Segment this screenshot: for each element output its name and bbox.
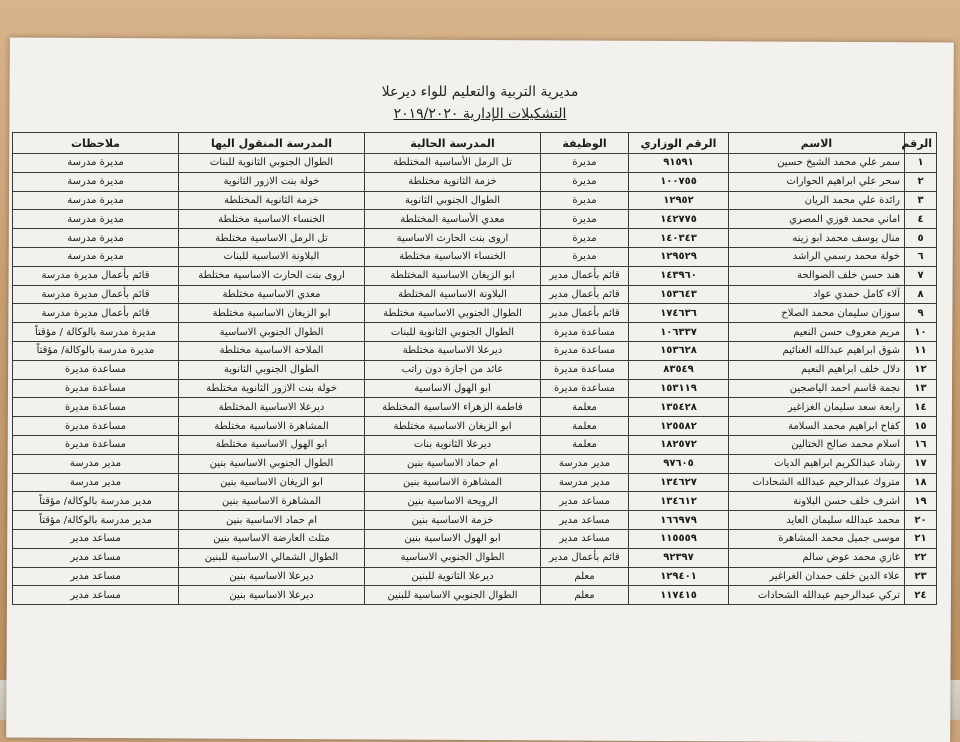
staff-name-cell: اماني محمد فوزي المصري	[729, 210, 905, 229]
table-row	[13, 567, 937, 586]
target-school-cell: خولة بنت الازور الثانوية	[179, 172, 365, 191]
ministry-id-cell: ١٣٤٦٢٧	[629, 473, 729, 492]
job-title-cell: معلمة	[541, 398, 629, 417]
ministry-id-cell: ١٤٢٧٧٥	[629, 210, 729, 229]
ministry-id-cell: ١٠٠٧٥٥	[629, 172, 729, 191]
staff-name-cell: رشاد عبدالكريم ابراهيم الديات	[729, 454, 905, 473]
notes-cell: مساعد مدير	[13, 529, 179, 548]
notes-cell: مدير مدرسة بالوكالة/ مؤقتاً	[13, 492, 179, 511]
table-row	[13, 210, 937, 229]
document-title: مديرية التربية والتعليم للواء ديرعلا	[381, 84, 579, 100]
row-number-cell: ٢٤	[905, 586, 937, 605]
row-number-cell: ١٦	[905, 435, 937, 454]
notes-cell: مديرة مدرسة بالوكالة / مؤقتاً	[13, 323, 179, 342]
table-row	[13, 304, 937, 323]
staff-name-cell: منال يوسف محمد ابو زينه	[729, 229, 905, 248]
row-number-cell: ٥	[905, 229, 937, 248]
target-school-cell: ابو الزيغان الاساسية بنين	[179, 473, 365, 492]
target-school-cell: معدي الاساسية مختلطة	[179, 285, 365, 304]
current-school-cell: الطوال الجنوبي الاساسية للبنين	[365, 586, 541, 605]
current-school-cell: فاطمة الزهراء الاساسية المختلطة	[365, 398, 541, 417]
table-row	[13, 154, 937, 173]
job-title-cell: معلم	[541, 567, 629, 586]
current-school-cell: ابو الزيغان الاساسية مختلطة	[365, 417, 541, 436]
row-number-cell: ٨	[905, 285, 937, 304]
job-title-cell: مساعدة مديرة	[541, 360, 629, 379]
row-number-cell: ٤	[905, 210, 937, 229]
table-row	[13, 172, 937, 191]
ministry-id-cell: ٨٣٥٤٩	[629, 360, 729, 379]
target-school-cell: ديرعلا الاساسية بنين	[179, 567, 365, 586]
current-school-cell: ابو الهول الاساسية بنين	[365, 529, 541, 548]
target-school-cell: ديرعلا الاساسية بنين	[179, 586, 365, 605]
target-school-cell: مثلث العارضة الاساسية بنين	[179, 529, 365, 548]
current-school-cell: اروى بنت الحارث الاساسية	[365, 229, 541, 248]
target-school-cell: ام حماد الاساسية بنين	[179, 511, 365, 530]
staff-name-cell: سمر علي محمد الشيخ حسين	[729, 154, 905, 173]
table-row	[13, 341, 937, 360]
ministry-id-cell: ١٣٥٤٢٨	[629, 398, 729, 417]
row-number-cell: ٢٠	[905, 511, 937, 530]
job-title-cell: قائم بأعمال مدير	[541, 304, 629, 323]
staff-transfers-table	[12, 132, 937, 605]
row-number-cell: ١٤	[905, 398, 937, 417]
staff-name-cell: مريم معروف حسن النعيم	[729, 323, 905, 342]
table-row	[13, 473, 937, 492]
staff-name-cell: متروك عبدالرحيم عبدالله الشحادات	[729, 473, 905, 492]
table-row	[13, 529, 937, 548]
job-title-cell: مساعدة مديرة	[541, 341, 629, 360]
staff-name-cell: نجمة قاسم احمد الياصجين	[729, 379, 905, 398]
current-school-cell: ديرعلا الثانوية بنات	[365, 435, 541, 454]
header-current-school: المدرسة الحالية	[365, 133, 541, 154]
ministry-id-cell: ٩١٥٩١	[629, 154, 729, 173]
table-row	[13, 492, 937, 511]
notes-cell: قائم بأعمال مديرة مدرسة	[13, 304, 179, 323]
ministry-id-cell: ١٢٩٥٢٩	[629, 247, 729, 266]
current-school-cell: ديرعلا الاساسية مختلطة	[365, 341, 541, 360]
staff-name-cell: علاء الدين خلف حمدان الغراغير	[729, 567, 905, 586]
table-row	[13, 548, 937, 567]
current-school-cell: ام حماد الاساسية بنين	[365, 454, 541, 473]
target-school-cell: ابو الزيغان الاساسية مختلطة	[179, 304, 365, 323]
row-number-cell: ١٣	[905, 379, 937, 398]
notes-cell: مدير مدرسة	[13, 454, 179, 473]
staff-name-cell: خولة محمد رسمي الراشد	[729, 247, 905, 266]
target-school-cell: البلاونة الاساسية للبنات	[179, 247, 365, 266]
current-school-cell: عائد من اجازة دون راتب	[365, 360, 541, 379]
job-title-cell: مديرة	[541, 191, 629, 210]
target-school-cell: اروى بنت الحارث الاساسية مختلطة	[179, 266, 365, 285]
ministry-id-cell: ١٤٣٩٦٠	[629, 266, 729, 285]
staff-name-cell: تركي عبدالرحيم عبدالله الشحادات	[729, 586, 905, 605]
staff-name-cell: هند حسن خلف الصوالحة	[729, 266, 905, 285]
current-school-cell: تل الرمل الأساسية المختلطة	[365, 154, 541, 173]
header-number: الرقم	[905, 133, 937, 154]
staff-name-cell: رائدة علي محمد الريان	[729, 191, 905, 210]
target-school-cell: ابو الهول الاساسية مختلطة	[179, 435, 365, 454]
table-row	[13, 379, 937, 398]
job-title-cell: معلم	[541, 586, 629, 605]
table-header-row	[13, 133, 937, 154]
table-row	[13, 435, 937, 454]
notes-cell: مديرة مدرسة	[13, 247, 179, 266]
staff-name-cell: سحر علي ابراهيم الحوارات	[729, 172, 905, 191]
target-school-cell: الملاحة الاساسية مختلطة	[179, 341, 365, 360]
header-job: الوظيفة	[541, 133, 629, 154]
staff-name-cell: دلال خلف ابراهيم النعيم	[729, 360, 905, 379]
row-number-cell: ٢١	[905, 529, 937, 548]
ministry-id-cell: ١٣٤٦١٢	[629, 492, 729, 511]
table-row	[13, 511, 937, 530]
target-school-cell: المشاهرة الاساسية بنين	[179, 492, 365, 511]
row-number-cell: ١٥	[905, 417, 937, 436]
ministry-id-cell: ١٢٩٤٠١	[629, 567, 729, 586]
target-school-cell: الطوال الجنوبي الثانوية	[179, 360, 365, 379]
target-school-cell: الطوال الجنوبي الاساسية	[179, 323, 365, 342]
job-title-cell: مديرة	[541, 172, 629, 191]
notes-cell: مساعدة مديرة	[13, 398, 179, 417]
current-school-cell: الرويحة الاساسية بنين	[365, 492, 541, 511]
job-title-cell: قائم بأعمال مدير	[541, 266, 629, 285]
notes-cell: مدير مدرسة بالوكالة/ مؤقتاً	[13, 511, 179, 530]
current-school-cell: الطوال الجنوبي الثانوية للبنات	[365, 323, 541, 342]
notes-cell: مديرة مدرسة بالوكالة/ مؤقتاً	[13, 341, 179, 360]
row-number-cell: ٧	[905, 266, 937, 285]
ministry-id-cell: ١٧٤٦٣٦	[629, 304, 729, 323]
document-subtitle	[0, 106, 960, 122]
notes-cell: مدير مدرسة	[13, 473, 179, 492]
notes-cell: مديرة مدرسة	[13, 154, 179, 173]
ministry-id-cell: ٩٢٣٩٧	[629, 548, 729, 567]
job-title-cell: مديرة	[541, 154, 629, 173]
target-school-cell: خزمة الثانوية المختلطة	[179, 191, 365, 210]
notes-cell: مساعدة مديرة	[13, 435, 179, 454]
row-number-cell: ١١	[905, 341, 937, 360]
notes-cell: مساعدة مديرة	[13, 379, 179, 398]
staff-name-cell: اسلام محمد صالح الختالين	[729, 435, 905, 454]
table-row	[13, 229, 937, 248]
header-ministry-id: الرقم الوزاري	[629, 133, 729, 154]
ministry-id-cell: ١٤٠٣٤٣	[629, 229, 729, 248]
staff-name-cell: اشرف خلف حسن البلاونة	[729, 492, 905, 511]
notes-cell: مساعد مدير	[13, 567, 179, 586]
header-target-school: المدرسة المنقول اليها	[179, 133, 365, 154]
row-number-cell: ١٢	[905, 360, 937, 379]
table-row	[13, 285, 937, 304]
job-title-cell: معلمة	[541, 435, 629, 454]
notes-cell: مساعد مدير	[13, 548, 179, 567]
ministry-id-cell: ١١٧٤١٥	[629, 586, 729, 605]
current-school-cell: معدي الأساسية المختلطة	[365, 210, 541, 229]
table-row	[13, 360, 937, 379]
staff-name-cell: غازي محمد عوض سالم	[729, 548, 905, 567]
notes-cell: مديرة مدرسة	[13, 210, 179, 229]
ministry-id-cell: ١٢٩٥٢	[629, 191, 729, 210]
job-title-cell: قائم بأعمال مدير	[541, 548, 629, 567]
row-number-cell: ٢٣	[905, 567, 937, 586]
document-subtitle-text: التشكيلات الإدارية ٢٠١٩/٢٠٢٠	[393, 106, 567, 122]
ministry-id-cell: ١٠٦٣٣٧	[629, 323, 729, 342]
header-notes: ملاحظات	[13, 133, 179, 154]
row-number-cell: ٢٢	[905, 548, 937, 567]
ministry-id-cell: ١٥٣٦٤٣	[629, 285, 729, 304]
notes-cell: مديرة مدرسة	[13, 229, 179, 248]
table-body	[13, 154, 937, 605]
current-school-cell: ديرعلا الثانوية للبنين	[365, 567, 541, 586]
row-number-cell: ٦	[905, 247, 937, 266]
ministry-id-cell: ١١٥٥٥٩	[629, 529, 729, 548]
row-number-cell: ٩	[905, 304, 937, 323]
job-title-cell: مديرة	[541, 229, 629, 248]
target-school-cell: ديرعلا الاساسية المختلطة	[179, 398, 365, 417]
row-number-cell: ١٨	[905, 473, 937, 492]
table-row	[13, 417, 937, 436]
staff-name-cell: موسى جميل محمد المشاهرة	[729, 529, 905, 548]
job-title-cell: مساعدة مديرة	[541, 323, 629, 342]
notes-cell: قائم بأعمال مديرة مدرسة	[13, 266, 179, 285]
table-row	[13, 247, 937, 266]
target-school-cell: الطوال الشمالي الاساسية للبنين	[179, 548, 365, 567]
notes-cell: مساعدة مديرة	[13, 360, 179, 379]
table-row	[13, 323, 937, 342]
notes-cell: مديرة مدرسة	[13, 172, 179, 191]
job-title-cell: مساعد مدير	[541, 529, 629, 548]
row-number-cell: ١٠	[905, 323, 937, 342]
table-row	[13, 191, 937, 210]
ministry-id-cell: ١٨٢٥٧٢	[629, 435, 729, 454]
ministry-id-cell: ٩٧٦٠٥	[629, 454, 729, 473]
notes-cell: مساعدة مديرة	[13, 417, 179, 436]
notes-cell: مديرة مدرسة	[13, 191, 179, 210]
job-title-cell: مساعدة مديرة	[541, 379, 629, 398]
row-number-cell: ١	[905, 154, 937, 173]
current-school-cell: ابو الزيغان الاساسية المختلطة	[365, 266, 541, 285]
ministry-id-cell: ١٢٥٥٨٢	[629, 417, 729, 436]
job-title-cell: مديرة	[541, 210, 629, 229]
staff-name-cell: آلاء كامل حمدي عواد	[729, 285, 905, 304]
table-row	[13, 266, 937, 285]
row-number-cell: ٢	[905, 172, 937, 191]
job-title-cell: مساعد مدير	[541, 492, 629, 511]
staff-name-cell: محمد عبدالله سليمان العايد	[729, 511, 905, 530]
table-row	[13, 454, 937, 473]
target-school-cell: الطوال الجنوبي الثانوية للبنات	[179, 154, 365, 173]
staff-name-cell: كفاح ابراهيم محمد السلامة	[729, 417, 905, 436]
target-school-cell: تل الرمل الاساسية مختلطة	[179, 229, 365, 248]
current-school-cell: خزمة الاساسية بنين	[365, 511, 541, 530]
current-school-cell: الطوال الجنوبي الثانوية	[365, 191, 541, 210]
current-school-cell: البلاونة الاساسية المختلطة	[365, 285, 541, 304]
notes-cell: قائم بأعمال مديرة مدرسة	[13, 285, 179, 304]
header-name: الاسم	[729, 133, 905, 154]
current-school-cell: المشاهرة الاساسية بنين	[365, 473, 541, 492]
table-row	[13, 398, 937, 417]
staff-name-cell: سوزان سليمان محمد الصلاح	[729, 304, 905, 323]
job-title-cell: مساعد مدير	[541, 511, 629, 530]
row-number-cell: ١٩	[905, 492, 937, 511]
job-title-cell: مدير مدرسة	[541, 454, 629, 473]
table-row	[13, 586, 937, 605]
current-school-cell: ابو الهول الاساسية	[365, 379, 541, 398]
target-school-cell: الخنساء الاساسية مختلطة	[179, 210, 365, 229]
target-school-cell: خولة بنت الازور الثانوية مختلطة	[179, 379, 365, 398]
job-title-cell: مديرة	[541, 247, 629, 266]
current-school-cell: الخنساء الاساسية مختلطة	[365, 247, 541, 266]
ministry-id-cell: ١٥٣١١٩	[629, 379, 729, 398]
job-title-cell: قائم بأعمال مدير	[541, 285, 629, 304]
current-school-cell: الطوال الجنوبي الاساسية	[365, 548, 541, 567]
ministry-id-cell: ١٥٣٦٢٨	[629, 341, 729, 360]
staff-name-cell: شوق ابراهيم عبدالله الغنائيم	[729, 341, 905, 360]
target-school-cell: الطوال الجنوبي الاساسية بنين	[179, 454, 365, 473]
job-title-cell: مدير مدرسة	[541, 473, 629, 492]
ministry-id-cell: ١٦٦٩٧٩	[629, 511, 729, 530]
target-school-cell: المشاهرة الاساسية مختلطة	[179, 417, 365, 436]
row-number-cell: ١٧	[905, 454, 937, 473]
notes-cell: مساعد مدير	[13, 586, 179, 605]
staff-name-cell: رابعة سعد سليمان الغزاغير	[729, 398, 905, 417]
row-number-cell: ٣	[905, 191, 937, 210]
current-school-cell: الطوال الجنوبي الاساسية مختلطة	[365, 304, 541, 323]
current-school-cell: خزمة الثانوية مختلطة	[365, 172, 541, 191]
job-title-cell: معلمة	[541, 417, 629, 436]
